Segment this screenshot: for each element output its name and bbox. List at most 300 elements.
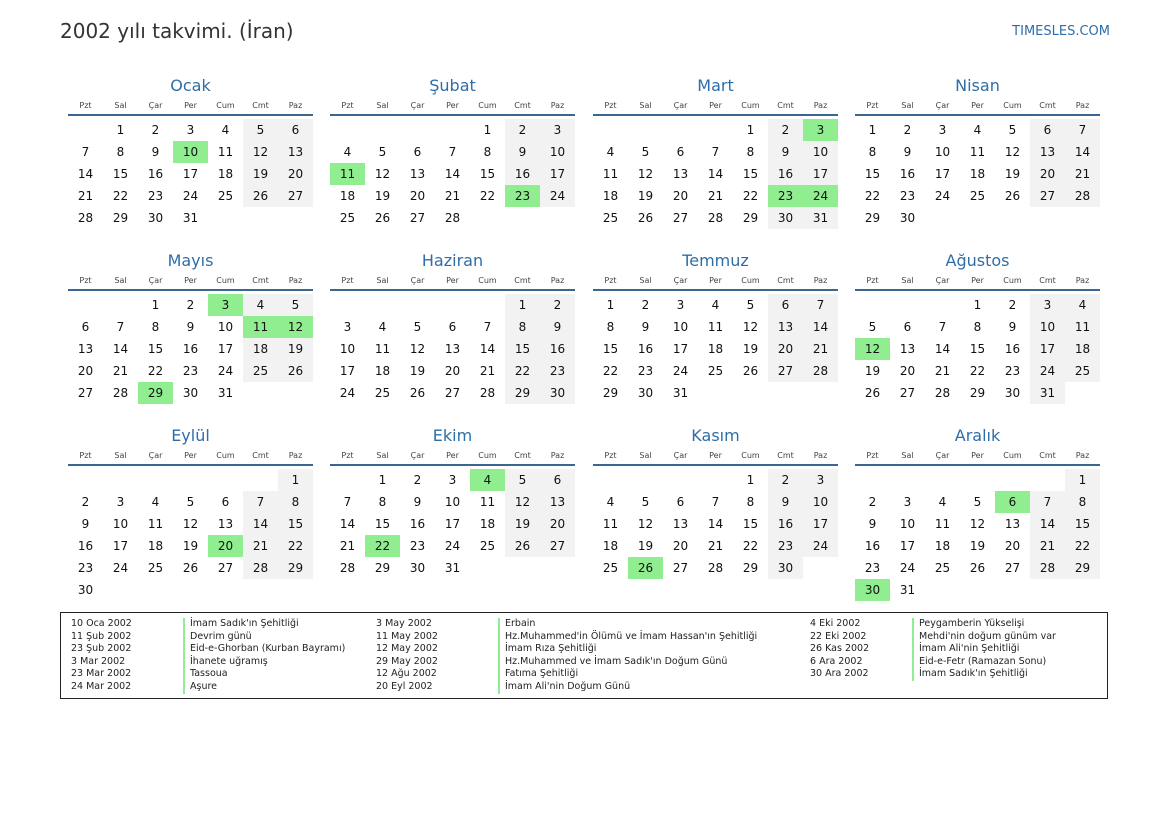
day-cell: 1: [868, 123, 877, 137]
empty-cell: [663, 119, 698, 141]
holiday-name: Hz.Muhammed'in Ölümü ve İmam Hassan'ın Şehitliği: [498, 631, 757, 644]
day-cell: 12: [374, 167, 391, 181]
day-cell: 28: [77, 211, 94, 225]
month-block: [593, 423, 838, 579]
day-cell: 12: [409, 342, 426, 356]
weekday-header: Sal: [103, 448, 138, 466]
day-cell: 6: [676, 145, 685, 159]
holiday-date: 22 Eki 2002: [810, 630, 867, 642]
day-cell: 22: [602, 364, 619, 378]
weekday-header: Paz: [1065, 448, 1100, 466]
day-cell: 25: [217, 189, 234, 203]
day-cell: 23: [1004, 364, 1021, 378]
weekday-header: Paz: [803, 448, 838, 466]
weekday-header: Per: [698, 448, 733, 466]
day-cell: 14: [934, 342, 951, 356]
day-cell: 2: [1008, 298, 1017, 312]
day-cell: 17: [540, 163, 575, 185]
day-cell: 31: [182, 211, 199, 225]
day-cell: 11: [934, 517, 951, 531]
day-cell: 8: [973, 320, 982, 334]
weekday-header: Çar: [925, 273, 960, 291]
weekday-header: Per: [698, 98, 733, 116]
holiday-name: İhanete uğramış: [183, 656, 268, 669]
weekday-header: Cmt: [768, 273, 803, 291]
day-cell: 25: [1065, 360, 1100, 382]
holiday-day-cell: 24: [803, 185, 838, 207]
day-cell: 8: [278, 491, 313, 513]
day-cell: 17: [182, 167, 199, 181]
day-cell: 9: [413, 495, 422, 509]
empty-cell: [890, 294, 925, 316]
empty-cell: [890, 469, 925, 491]
empty-cell: [925, 294, 960, 316]
empty-cell: [698, 469, 733, 491]
day-cell: 13: [77, 342, 94, 356]
month-block: [68, 248, 313, 404]
day-cell: 10: [339, 342, 356, 356]
day-cell: 5: [505, 469, 540, 491]
weekday-header: Paz: [1065, 98, 1100, 116]
day-cell: 6: [903, 320, 912, 334]
day-cell: 25: [707, 364, 724, 378]
day-cell: 10: [1030, 316, 1065, 338]
day-cell: 26: [182, 561, 199, 575]
weekday-header: Cum: [995, 273, 1030, 291]
holiday-name: Fatıma Şehitliği: [498, 668, 578, 681]
weekday-header: Pzt: [855, 273, 890, 291]
day-cell: 24: [540, 185, 575, 207]
day-cell: 26: [409, 386, 426, 400]
day-cell: 27: [899, 386, 916, 400]
day-cell: 21: [112, 364, 129, 378]
day-cell: 8: [746, 495, 755, 509]
holiday-day-cell: 11: [243, 316, 278, 338]
day-cell: 21: [707, 539, 724, 553]
month-name: Mayıs: [167, 251, 214, 270]
holiday-name: Eid-e-Ghorban (Kurban Bayramı): [183, 643, 345, 656]
holiday-day-cell: 3: [803, 119, 838, 141]
day-cell: 19: [742, 342, 759, 356]
weekday-header: Pzt: [330, 448, 365, 466]
day-cell: 30: [182, 386, 199, 400]
weekday-header: Cum: [470, 98, 505, 116]
day-cell: 20: [77, 364, 94, 378]
holiday-name: Erbain: [498, 618, 535, 631]
day-cell: 7: [938, 320, 947, 334]
day-cell: 21: [1030, 535, 1065, 557]
holiday-date: 11 Şub 2002: [71, 630, 132, 642]
day-cell: 1: [116, 123, 125, 137]
day-cell: 18: [602, 189, 619, 203]
weekday-header: Çar: [663, 98, 698, 116]
day-cell: 21: [707, 189, 724, 203]
day-cell: 23: [409, 539, 426, 553]
weekday-header: Cmt: [243, 98, 278, 116]
day-cell: 17: [803, 163, 838, 185]
holiday-day-cell: 29: [138, 382, 173, 404]
day-cell: 23: [899, 189, 916, 203]
day-cell: 7: [1030, 491, 1065, 513]
day-cell: 27: [217, 561, 234, 575]
day-cell: 2: [81, 495, 90, 509]
day-cell: 9: [81, 517, 90, 531]
day-cell: 2: [186, 298, 195, 312]
day-cell: 26: [742, 364, 759, 378]
day-cell: 3: [186, 123, 195, 137]
day-cell: 31: [899, 583, 916, 597]
empty-cell: [698, 119, 733, 141]
weekday-header: Çar: [663, 448, 698, 466]
day-cell: 2: [903, 123, 912, 137]
day-cell: 13: [409, 167, 426, 181]
day-cell: 21: [77, 189, 94, 203]
day-cell: 30: [540, 382, 575, 404]
day-cell: 7: [711, 145, 720, 159]
day-cell: 25: [374, 386, 391, 400]
empty-cell: [855, 469, 890, 491]
day-cell: 9: [186, 320, 195, 334]
day-cell: 3: [540, 119, 575, 141]
weekday-header: Cum: [733, 98, 768, 116]
day-cell: 13: [444, 342, 461, 356]
day-cell: 30: [768, 557, 803, 579]
day-cell: 14: [339, 517, 356, 531]
day-cell: 22: [112, 189, 129, 203]
day-cell: 15: [374, 517, 391, 531]
weekday-header: Cmt: [505, 448, 540, 466]
weekday-header: Çar: [400, 448, 435, 466]
month-name: Aralık: [954, 426, 1001, 445]
day-cell: 30: [147, 211, 164, 225]
weekday-header: Cmt: [243, 273, 278, 291]
day-cell: 19: [969, 539, 986, 553]
day-cell: 5: [243, 119, 278, 141]
holiday-date: 23 Şub 2002: [71, 643, 132, 655]
day-cell: 4: [938, 495, 947, 509]
day-cell: 21: [803, 338, 838, 360]
holiday-date: 20 Eyl 2002: [376, 680, 433, 692]
day-cell: 30: [637, 386, 654, 400]
holiday-day-cell: 23: [768, 185, 803, 207]
holiday-date: 12 May 2002: [376, 643, 438, 655]
day-cell: 14: [112, 342, 129, 356]
weekday-header: Pzt: [593, 273, 628, 291]
day-cell: 20: [899, 364, 916, 378]
day-cell: 17: [803, 513, 838, 535]
day-cell: 21: [1065, 163, 1100, 185]
day-cell: 20: [540, 513, 575, 535]
weekday-header: Çar: [138, 448, 173, 466]
month-block: [855, 423, 1100, 601]
day-cell: 16: [182, 342, 199, 356]
day-cell: 13: [1004, 517, 1021, 531]
day-cell: 2: [768, 469, 803, 491]
month-block: [855, 248, 1100, 404]
holiday-day-cell: 10: [173, 141, 208, 163]
weekday-header: Cum: [208, 448, 243, 466]
day-cell: 24: [182, 189, 199, 203]
day-cell: 16: [864, 539, 881, 553]
weekday-header: Cum: [995, 98, 1030, 116]
day-cell: 19: [243, 163, 278, 185]
month-days: [330, 273, 575, 404]
holiday-date: 4 Eki 2002: [810, 618, 861, 629]
day-cell: 5: [186, 495, 195, 509]
empty-cell: [925, 469, 960, 491]
day-cell: 11: [217, 145, 234, 159]
day-cell: 28: [1065, 185, 1100, 207]
weekday-header: Cmt: [768, 448, 803, 466]
day-cell: 28: [707, 211, 724, 225]
weekday-header: Sal: [890, 273, 925, 291]
day-cell: 4: [243, 294, 278, 316]
day-cell: 8: [505, 316, 540, 338]
weekday-header: Pzt: [330, 273, 365, 291]
weekday-header: Cum: [208, 98, 243, 116]
empty-cell: [995, 469, 1030, 491]
day-cell: 13: [672, 167, 689, 181]
day-cell: 6: [81, 320, 90, 334]
day-cell: 17: [444, 517, 461, 531]
empty-cell: [365, 119, 400, 141]
day-cell: 19: [637, 189, 654, 203]
day-cell: 10: [540, 141, 575, 163]
weekday-header: Pzt: [330, 98, 365, 116]
day-cell: 23: [540, 360, 575, 382]
day-cell: 21: [444, 189, 461, 203]
day-cell: 17: [672, 342, 689, 356]
holiday-date: 23 Mar 2002: [71, 668, 132, 680]
day-cell: 28: [444, 211, 461, 225]
day-cell: 24: [934, 189, 951, 203]
day-cell: 24: [803, 535, 838, 557]
day-cell: 21: [243, 535, 278, 557]
weekday-header: Cmt: [1030, 448, 1065, 466]
day-cell: 15: [147, 342, 164, 356]
day-cell: 7: [1065, 119, 1100, 141]
day-cell: 27: [278, 185, 313, 207]
weekday-header: Paz: [1065, 273, 1100, 291]
day-cell: 28: [1030, 557, 1065, 579]
day-cell: 2: [151, 123, 160, 137]
day-cell: 1: [746, 123, 755, 137]
day-cell: 26: [505, 535, 540, 557]
holiday-name: İmam Rıza Şehitliği: [498, 643, 596, 656]
weekday-header: Per: [173, 448, 208, 466]
day-cell: 17: [112, 539, 129, 553]
empty-cell: [208, 469, 243, 491]
day-cell: 5: [413, 320, 422, 334]
day-cell: 27: [672, 561, 689, 575]
day-cell: 8: [378, 495, 387, 509]
empty-cell: [68, 294, 103, 316]
day-cell: 1: [746, 473, 755, 487]
day-cell: 2: [641, 298, 650, 312]
day-cell: 18: [707, 342, 724, 356]
empty-cell: [330, 469, 365, 491]
weekday-header: Çar: [925, 448, 960, 466]
day-cell: 27: [1004, 561, 1021, 575]
day-cell: 4: [343, 145, 352, 159]
month-days: [855, 98, 1100, 229]
day-cell: 16: [505, 163, 540, 185]
holiday-name: Aşure: [183, 681, 217, 694]
day-cell: 14: [1030, 513, 1065, 535]
day-cell: 15: [112, 167, 129, 181]
day-cell: 15: [742, 167, 759, 181]
holiday-day-cell: 23: [505, 185, 540, 207]
weekday-header: Sal: [365, 98, 400, 116]
day-cell: 18: [1065, 338, 1100, 360]
holiday-day-cell: 11: [330, 163, 365, 185]
weekday-header: Cmt: [505, 273, 540, 291]
weekday-header: Cum: [470, 448, 505, 466]
day-cell: 22: [742, 189, 759, 203]
site-link[interactable]: TIMESLES.COM: [1012, 24, 1110, 39]
month-days: [330, 448, 575, 579]
day-cell: 29: [1065, 557, 1100, 579]
weekday-header: Sal: [628, 98, 663, 116]
day-cell: 1: [278, 469, 313, 491]
day-cell: 16: [540, 338, 575, 360]
day-cell: 3: [448, 473, 457, 487]
day-cell: 6: [448, 320, 457, 334]
day-cell: 6: [540, 469, 575, 491]
day-cell: 16: [147, 167, 164, 181]
day-cell: 10: [672, 320, 689, 334]
day-cell: 13: [217, 517, 234, 531]
day-cell: 13: [1030, 141, 1065, 163]
day-cell: 22: [1065, 535, 1100, 557]
day-cell: 29: [278, 557, 313, 579]
weekday-header: Paz: [540, 98, 575, 116]
weekday-header: Cum: [470, 273, 505, 291]
holiday-day-cell: 12: [855, 338, 890, 360]
day-cell: 30: [899, 211, 916, 225]
day-cell: 22: [505, 360, 540, 382]
day-cell: 8: [606, 320, 615, 334]
weekday-header: Paz: [278, 448, 313, 466]
day-cell: 26: [243, 185, 278, 207]
day-cell: 14: [707, 167, 724, 181]
day-cell: 16: [637, 342, 654, 356]
weekday-header: Sal: [365, 448, 400, 466]
day-cell: 6: [676, 495, 685, 509]
holiday-name: İmam Sadık'ın Şehitliği: [912, 668, 1028, 681]
day-cell: 10: [112, 517, 129, 531]
empty-cell: [400, 294, 435, 316]
day-cell: 11: [969, 145, 986, 159]
day-cell: 22: [278, 535, 313, 557]
day-cell: 13: [540, 491, 575, 513]
day-cell: 9: [768, 141, 803, 163]
day-cell: 7: [243, 491, 278, 513]
weekday-header: Per: [698, 273, 733, 291]
day-cell: 19: [278, 338, 313, 360]
day-cell: 16: [409, 517, 426, 531]
day-cell: 25: [147, 561, 164, 575]
day-cell: 1: [973, 298, 982, 312]
holiday-date: 26 Kas 2002: [810, 643, 870, 655]
holiday-day-cell: 4: [470, 469, 505, 491]
day-cell: 10: [899, 517, 916, 531]
day-cell: 27: [672, 211, 689, 225]
day-cell: 11: [707, 320, 724, 334]
day-cell: 3: [116, 495, 125, 509]
day-cell: 9: [540, 316, 575, 338]
day-cell: 27: [768, 360, 803, 382]
weekday-header: Pzt: [855, 98, 890, 116]
holiday-name: Eid-e-Fetr (Ramazan Sonu): [912, 656, 1046, 669]
weekday-header: Çar: [925, 98, 960, 116]
day-cell: 24: [112, 561, 129, 575]
weekday-header: Cmt: [1030, 98, 1065, 116]
weekday-header: Sal: [103, 98, 138, 116]
day-cell: 18: [934, 539, 951, 553]
day-cell: 9: [505, 141, 540, 163]
weekday-header: Pzt: [593, 448, 628, 466]
day-cell: 25: [602, 561, 619, 575]
day-cell: 12: [243, 141, 278, 163]
weekday-header: Per: [173, 273, 208, 291]
month-days: [330, 98, 575, 229]
day-cell: 28: [803, 360, 838, 382]
empty-cell: [173, 469, 208, 491]
day-cell: 20: [1030, 163, 1065, 185]
weekday-header: Cum: [733, 273, 768, 291]
empty-cell: [663, 469, 698, 491]
day-cell: 30: [1004, 386, 1021, 400]
month-block: [330, 73, 575, 229]
month-days: [593, 98, 838, 229]
day-cell: 18: [602, 539, 619, 553]
day-cell: 1: [606, 298, 615, 312]
weekday-header: Per: [435, 273, 470, 291]
month-block: [68, 423, 313, 601]
day-cell: 11: [1065, 316, 1100, 338]
day-cell: 13: [899, 342, 916, 356]
day-cell: 28: [112, 386, 129, 400]
day-cell: 17: [217, 342, 234, 356]
day-cell: 7: [81, 145, 90, 159]
weekday-header: Sal: [365, 273, 400, 291]
month-name: Haziran: [421, 251, 484, 270]
weekday-header: Paz: [278, 273, 313, 291]
day-cell: 7: [448, 145, 457, 159]
empty-cell: [138, 469, 173, 491]
day-cell: 15: [969, 342, 986, 356]
month-name: Ocak: [170, 76, 211, 95]
weekday-header: Cmt: [243, 448, 278, 466]
weekday-header: Paz: [540, 273, 575, 291]
holiday-date: 30 Ara 2002: [810, 668, 869, 680]
day-cell: 19: [1004, 167, 1021, 181]
day-cell: 5: [973, 495, 982, 509]
holiday-name: İmam Ali'nin Doğum Günü: [498, 681, 630, 694]
day-cell: 24: [339, 386, 356, 400]
day-cell: 27: [409, 211, 426, 225]
empty-cell: [960, 469, 995, 491]
day-cell: 2: [540, 294, 575, 316]
weekday-header: Çar: [138, 98, 173, 116]
weekday-header: Per: [173, 98, 208, 116]
month-days: [68, 273, 313, 404]
weekday-header: Çar: [400, 98, 435, 116]
day-cell: 31: [803, 207, 838, 229]
day-cell: 14: [1065, 141, 1100, 163]
day-cell: 9: [641, 320, 650, 334]
